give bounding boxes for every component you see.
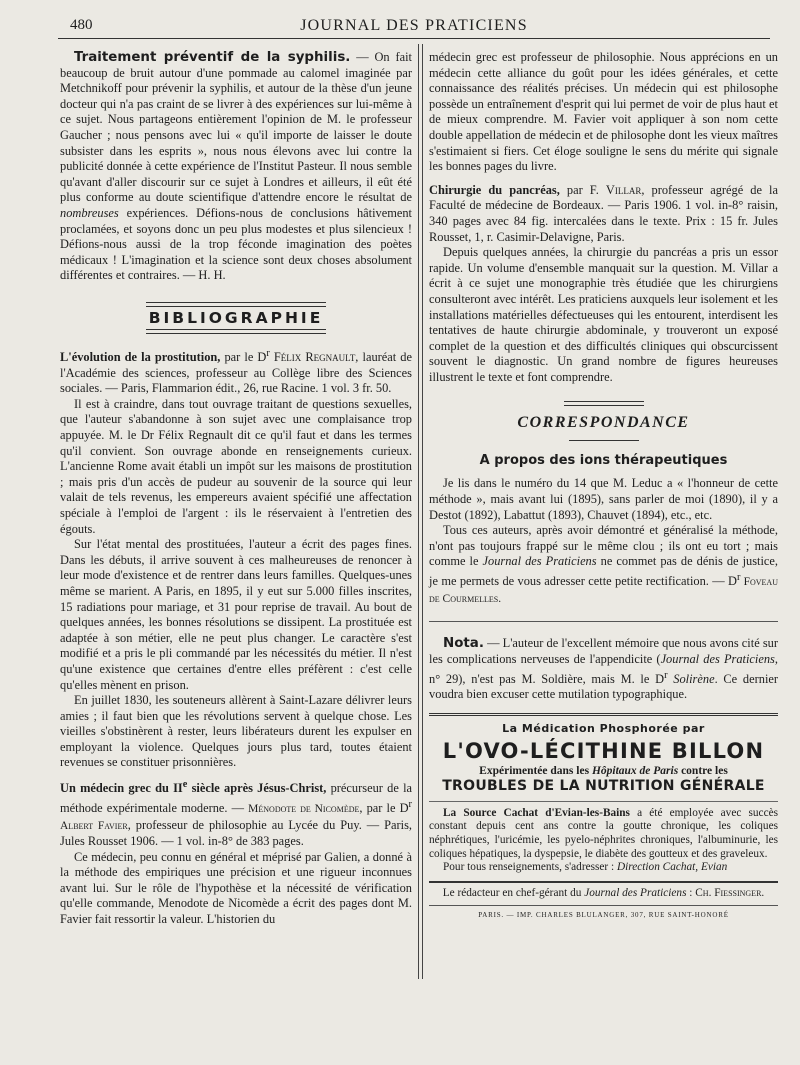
syphilis-italic: nombreuses [60,205,119,220]
ad-body-text [429,807,778,861]
pancreas-by: par F. [559,182,606,197]
prostitution-p3: En juillet 1830, les souteneurs allèrent à Saint-Lazare délivrer leurs amies ; il faut bien que les révolutions servent à quelque chose. Les vieilles s'obstinèrent à rester, leurs libérateurs durent les expulser en employant la violence. Quelques jours plus tard, toutes étaient revenues se constituer prisonnières. [60,693,412,770]
medecin-continuation: médecin grec est professeur de philosophie. Nous apprécions en un médecin cette alliance du goût pour les idées générales, et cette connaissance des réalités précises. Un médecin qui est philosophe possède un entraînement d'esprit qui lui permet de voir de plus haut et de mieux comprendre. M. Favier voit appliquer à son nom cette double appellation de médecin et de philosophe dont les vieux maîtres s'estimaient si fiers. Cet éloge souligne le sens du mérite qui signale les bonnes pages du livre. [429,50,778,174]
running-title: JOURNAL DES PRATICIENS [300,17,528,34]
left-column [60,50,412,928]
corr-p1: Je lis dans le numéro du 14 que M. Leduc a « l'honneur de cette méthode », mais avant lui (1895), sans parler de moi (1890), il y a Destot (1892), Labattut (1893), Chauvet (1894), etc., etc. [429,476,778,522]
prostitution-p2: Sur l'état mental des prostituées, l'auteur a écrit des pages fines. Dans les débuts, il arrive souvent à ces malheureuses de renoncer à leur mode d'existence et de rentrer dans leurs familles. Quelques-unes même se marient. A Paris, en 1895, il y eut sur 5.000 filles inscrites, 15 radiations pour mariage, et 31 pour reprise de travail. Au bout de quelques années, les bonnes résolutions se dissipent. La prostituée est adaptée à son métier, elle ne peut plus changer. Le caractère s'est modifié et a pris le pli commandé par les nécessités du métier. Il n'est qu'une existence que certaines d'entre elles préfèrent : c'est celle qu'elles mènent en prison. [60,537,412,692]
prostitution-title: L'évolution de la prostitution, [60,350,221,365]
prostitution-author: Félix Regnault, [269,350,359,365]
medecin-heading [60,777,412,850]
ad-contact-italic: Direction Cachat, Evian [616,861,728,874]
nota-it1: Journal des Praticiens [660,651,775,666]
corr-subtitle: A propos des ions thérapeutiques [479,453,728,469]
nota-it2: Solirène [667,671,715,686]
prostitution-heading [60,346,412,397]
pancreas-author: Villar [605,182,642,197]
corr-dr-sup: r [736,572,741,584]
medecin-title-sup: e [182,779,188,791]
medecin-rest3: , professeur de philosophie au Lycée du Puy. — Paris, Jules Rousset 1906. — 1 vol. in-8° de 383 pages. [60,817,413,849]
prostitution-p1: Il est à craindre, dans tout ouvrage traitant de questions sexuelles, que l'auteur s'abandonne à son sujet avec une complaisance trop appuyée. M. le Dr Félix Regnault dit ce qu'il faut et dans les termes qu'il convient. Son ouvrage abonde en renseignements curieux. L'ancienne Rome avait établi un impôt sur les maisons de prostitution ; mais pris d'un accès de pudeur au souvenir de la source qui leur valait de tels revenus, les empereurs avaient spécifié une affectation spéciale à l'emploi de l'argent : ils le réservaient à l'entretien des égouts. [60,396,412,536]
editor-a: Le rédacteur en chef-gérant du [442,886,585,899]
ad-line3 [429,765,778,777]
biblio-rule-top [146,302,326,307]
prostitution-dr-sup: r [266,347,270,359]
right-column [429,50,778,919]
ad-body [429,801,778,875]
syphilis-text2: expériences. Défions-nous de conclusions hâtivement proclamées, et soyons donc un peu plus modestes et plus silencieux ! Défions-nous aussi de la trop féconde imagination des poètes médicaux ! L'imagination et la science sont deux choses absolument différentes et contraires. — H. H. [60,205,412,283]
editor-line [429,881,778,899]
ad-contact [429,861,778,875]
syphilis-article [60,50,412,284]
medecin-title2: siècle après Jésus-Christ, [187,781,327,796]
printer-line: PARIS. — IMP. CHARLES BLULANGER, 307, RUE SAINT-HONORÉ [429,905,778,919]
pancreas-ref: , professeur agrégé de la Faculté de médecine de Bordeaux. — Paris 1906. 1 vol. in-8° raisin, 340 pages avec 84 fig. intercalées dans le texte. Prix : 15 fr. Jules Rousset, 1, r. Casimir-Delavigne, Paris. [429,182,778,244]
nota-t3: . Ce dernier voudra bien excuser cette mutilation typographique. [429,671,779,702]
pancreas-p1: Depuis quelques années, la chirurgie du pancréas a pris un essor rapide. Un volume d'ensemble manquait sur la question. M. Villar a écrit à ce sujet une monographie très étudiée que les chirurgiens consulteront avec intérêt. Les praticiens auxquels leur isolement et les installations matérielles défectueuses qui les entourent, interdisent les tentatives de haute chirurgie abdominale, y trouveront un exposé complet de la question et des difficultés cliniques qui obscurcissent souvent le diagnostic. Un grand nombre de figures heureuses illustrent le texte et font comprendre. [429,245,778,384]
biblio-title: BIBLIOGRAPHIE [148,308,324,327]
column-rule [418,44,423,979]
page-header [58,14,770,39]
nota-sup: r [664,669,668,681]
nota-t2: , n° 29), n'est pas M. Soldière, mais M. le D [429,651,778,686]
prostitution-by: par le D [220,350,267,365]
nota-rule [429,621,778,636]
medecin-name1: Ménodote de Nicomède [248,802,360,815]
editor-italic: Journal des Praticiens [584,886,687,899]
medecin-name2: Albert Favier [60,819,128,832]
nota-t1: — L'auteur de l'excellent mémoire que nous avons cité sur les complications nerveuses de l'appendicite ( [429,636,778,666]
medecin-rest2: , par le D [359,800,409,815]
syphilis-text: — On fait beaucoup de bruit autour d'une pommade au calomel imaginée par Metchnikoff pour prévenir la syphilis, et autour de la thèse d'un jeune docteur qui n'a pas craint de se livrer à des expériences sur lui-même à ce sujet. Nous partageons entièrement l'opinion de M. le professeur Gaucher ; nous pensons avec lui « qu'il importe de laisser le doute subsister dans les esprits », nous nous élevons avec lui contre la publicité donnée à cette expérience de l'Institut Pasteur. Il nous semble qu'avant d'aller discourir sur ce sujet à Londres et ailleurs, il eût été plus conforme au doute scientifique d'attendre encore le résultat de [60,50,412,205]
ad-body-main: a été employée avec succès constant depuis cent ans contre la goutte chronique, les coliques néphrétiques, l'uricémie, les pyelo-néphrites chroniques, l'albuminurie, les coliques hépatiques, la dyspepsie, le diabète des goutteux et des graveleux. [429,806,778,860]
page-number: 480 [70,17,93,33]
corr-p2 [429,523,778,607]
medecin-rest1: précurseur de la méthode expérimentale moderne. — [60,781,413,815]
corr-title: CORRESPONDANCE [517,414,690,432]
advertisement [429,713,778,875]
ad-line3b: contre les [678,764,728,777]
ad-body-lead: La Source Cachat d'Evian-les-Bains [443,806,630,819]
ad-line4: TROUBLES DE LA NUTRITION GÉNÉRALE [442,777,765,794]
prostitution-ref: lauréat de l'Académie des sciences, professeur au Collège libre des Sciences sociales. — Paris, Flammarion édit., 26, rue Racine. 1 vol. 3 fr. 50. [60,350,412,396]
ad-line3-italic: Hôpitaux de Paris [591,764,679,777]
syphilis-lead: Traitement préventif de la syphilis. [74,50,351,65]
pancreas-title: Chirurgie du pancréas, [429,182,560,197]
medecin-p1: Ce médecin, peu connu en général et méprisé par Galien, a donné à la méthode des empiriques une précision et une rigueur inconnues avant lui. Sur le rôle de l'hypothèse et la nécessité de vérification qu'elle commande, Menodote de Nicomède a écrit des pages dont M. Favier fait ressortir la valeur. L'historien du [60,849,412,927]
ad-line3a: Expérimentée dans les [479,764,592,777]
ad-line1: La Médication Phosphorée par [502,721,705,735]
ad-contact-a: Pour tous renseignements, s'adresser : [443,861,617,874]
corr-p2b: ne commet pas de dénis de justice, je me permets de vous adresser cette petite rectification. — D [429,554,779,589]
editor-b: : Ch. Fiessinger. [686,886,765,899]
ad-product-name: L'OVO-LÉCITHINE BILLON [442,738,765,763]
nota-lead: Nota. [443,636,484,652]
corr-p2-italic: Journal des Praticiens [482,554,597,569]
medecin-dr-sup: r [408,798,412,810]
corr-signature: Foveau de Courmelles. [429,576,778,605]
pancreas-heading [429,183,778,245]
corr-p2a: Tous ces auteurs, après avoir démontré et généralisé la méthode, n'ont pas toujours frappé sur le même clou ; ils ont eu tort ; mais comme le [429,523,778,569]
medecin-title: Un médecin grec du II [60,781,183,796]
nota-paragraph [429,636,778,703]
